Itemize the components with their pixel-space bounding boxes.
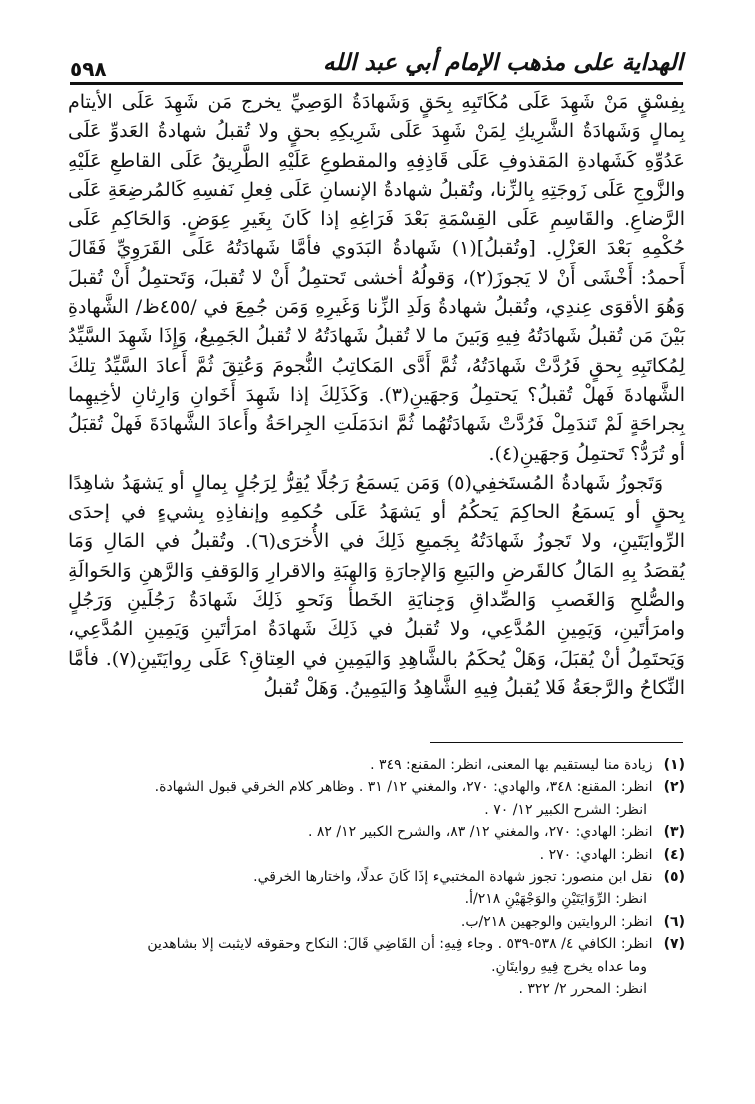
footnote-text: انظر: الهادي: ٢٧٠ . (539, 846, 653, 863)
footnote-text: وما عداه يخرج فِيهِ روايتَانِ. (491, 958, 647, 975)
header-rule (70, 82, 683, 85)
page-header (70, 28, 683, 81)
footnote-number: (٤) (663, 846, 685, 863)
footnote-number: (٣) (663, 824, 685, 841)
footnote (68, 911, 685, 933)
footnote-line (68, 776, 685, 798)
footnote-number: (١) (663, 757, 685, 773)
footnote-text: انظر: المقنع: ٣٤٨، والهادي: ٢٧٠، والمغني ١٢/ ٣١ . وظاهر كلام الخرقي قبول الشهادة. (154, 779, 653, 796)
footnote-number: (٦) (663, 913, 685, 930)
footnote (68, 754, 685, 776)
main-text (68, 88, 685, 703)
footnote-number: (٢) (663, 779, 685, 796)
body-paragraph: بِفِسْقٍ مَنْ شَهِدَ عَلَى مُكَاتَبِهِ بِحَقٍ وَشَهادَةُ الوَصِيِّ يخرج مَن شَهِدَ عَلَى الأيتام بِمالٍ وَشَهادَةُ الشَّرِيكِ لِمَنْ شَهِدَ عَلَى شَرِيكِهِ بحقٍ ولا تُقبلُ شهادةُ العَدوِّ عَلَى عَدُوِّهِ كَشَهادةِ المَقذوفِ عَلَى قَاذِفِهِ والمقطوعِ عَلَيْهِ الطَّرِيقُ عَلَى القاطعِ عَلَيْهِ والزَّوجِ عَلَى زَوجَتِهِ بِالزِّنا، وتُقبلُ شهادةُ الإنسانِ عَلَى فِعلِ نَفسِهِ كَالمُرضِعَةِ عَلَى الرَّضاعِ. والقَاسِمِ عَلَى القِسْمَةِ بَعْدَ فَرَاغِهِ إذا كَانَ بِغَيرِ عِوَضٍ. وَالحَاكِمِ عَلَى حُكْمِهِ بَعْدَ العَزْلِ. [وتُقبلُ](١) شَهادةُ البَدَوي فأمَّا شَهادَتُهُ عَلَى القَرَوِيِّ فَقَالَ أَحمدُ: أَخْشَى أَنْ لا يَجوزَ(٢)، وَقولُهُ أخشى تَحتمِلُ أَنْ لا تُقبلَ، وَتَحتمِلُ أَنْ تُقبلَ وَهُوَ الأقوَى عِندِي، وتُقبلُ شهادةُ وَلَدِ الزِّنا وَغَيرِهِ وَمَن جُمِعَ في /٤٥٥ظ/ الشَّهادةِ بَيْنَ مَن تُقبلُ شَهادَتُهُ فِيهِ وَبَينَ ما لا تُقبلُ شَهادَتُهُ لا تُقبلُ الجَمِيعُ، وَإِذَا شَهِدَ السَّيِّدُ لِمُكاتَبِهِ بِحقٍ فَرُدَّتْ شَهادَتُهُ، ثُمَّ أَدَّى المَكاتِبُ النُّجومَ وَعُتِقَ ثُمَّ أَعادَ السَّيِّدُ تِلكَ الشَّهادةَ فَهلْ تُقبلُ؟ يَحتمِلُ وَجهَينِ(٣). وَكَذَلِكَ إذا شَهِدَ أَخَوانِ وَارِثانِ لأخِيهِما بِجراحَةٍ لَمْ تَندَمِلْ فَرُدَّتْ شَهادَتُهُما ثُمَّ اندَمَلَتِ الجِراحَةُ وأَعادَ الشَّهادَةَ فَهلْ تُقبَلُ أو تُرَدُّ؟ تَحتمِلُ وَجهَينِ(٤). (68, 91, 686, 465)
footnote (68, 933, 685, 1000)
footnote (68, 821, 685, 843)
page-number: ٥٩٨ (70, 57, 107, 81)
footnote-line (68, 911, 685, 933)
footnote (68, 776, 685, 821)
footnote-line (68, 754, 685, 776)
footnote-separator (430, 742, 683, 743)
footnote-line (68, 866, 685, 888)
footnotes (68, 754, 685, 1000)
body-paragraph: وَتَجوزُ شَهادةُ المُستَخفِي(٥) وَمَن يَسمَعُ رَجُلًا يُقِرُّ لِرَجُلٍ بِمالٍ أو يَشهَدُ شاهِدًا بِحقٍ أو يَسمَعُ الحاكِمَ يَحكُمُ أو يَشهَدُ عَلَى حُكمِهِ وإنفاذِهِ بِشيءٍ في إحدَى الرِّوايَتَينِ، ولا تَجوزُ شَهادَتُهُ بِجَميعِ ذَلِكَ في الأُخرَى(٦). وتُقبلُ في المَالِ وَمَا يُقصَدُ بِهِ المَالُ كالقَرضِ والبَيعِ وَالإجارَةِ وَالهِبَةِ والاقرارِ وَالوَقفِ وَالرَّهنِ وَالحَوالَةِ والصُّلحِ وَالغَصبِ وَالصِّداقِ وَجِنايَةِ الخَطأ وَنَحوِ ذَلِكَ شَهادَةُ رَجُلَينِ وَرَجُلٍ وامرَأتَينِ، وَيَمِينِ المُدَّعِي، ولا تُقبلُ في ذَلِكَ شَهادَةُ امرَأتَينِ وَيَمِينِ المُدَّعِي، وَيَحتَمِلُ أنْ يُقبَلَ، وَهَلْ يُحكَمُ بالشَّاهِدِ وَاليَمِينِ في العِتاقِ؟ عَلَى رِوايَتَينِ(٧). فأمَّا النِّكاحُ والرَّجعَةُ فَلا يُقبلُ فِيهِ الشَّاهِدُ وَاليَمِينُ. وَهَلْ تُقبلُ (68, 471, 685, 699)
footnote-line (68, 821, 685, 843)
footnote-text: انظر: الروايتين والوجهين ٢١٨/ب. (460, 913, 653, 930)
footnote-number: (٥) (663, 869, 685, 886)
footnote-text: انظر: المحرر ٢/ ٣٢٢ . (518, 981, 647, 998)
footnote (68, 866, 685, 911)
footnote-text: انظر: الشرح الكبير ١٢/ ٧٠ . (484, 801, 647, 818)
footnote-text: انظر: الهادي: ٢٧٠، والمغني ١٢/ ٨٣، والشرح الكبير ١٢/ ٨٢ . (307, 824, 653, 841)
footnote-text: انظر: الكافي ٤/ ٥٣٨-٥٣٩ . وجاء فِيهِ: أن القَاضِي قَالَ: النكاح وحقوقه لايثبت إلا بشاهدين (147, 936, 653, 953)
footnote-line (68, 844, 685, 866)
footnote-number: (٧) (663, 936, 685, 953)
footnote-text: زيادة منا ليستقيم بها المعنى، انظر: المقنع: ٣٤٩ . (370, 757, 653, 773)
running-title: الهداية على مذهب الإمام أبي عبد الله (323, 49, 683, 76)
footnote-line (68, 933, 685, 955)
footnote-text: انظر: الرِّوَايَتَيْنِ والوَجْهَيْنِ ٢١٨/أ. (464, 891, 647, 908)
footnote (68, 844, 685, 866)
footnote-text: نقل ابن منصور: تجوز شهادة المختبيء إذَا كَانَ عدلًا، واختارها الخرقي. (253, 869, 653, 886)
